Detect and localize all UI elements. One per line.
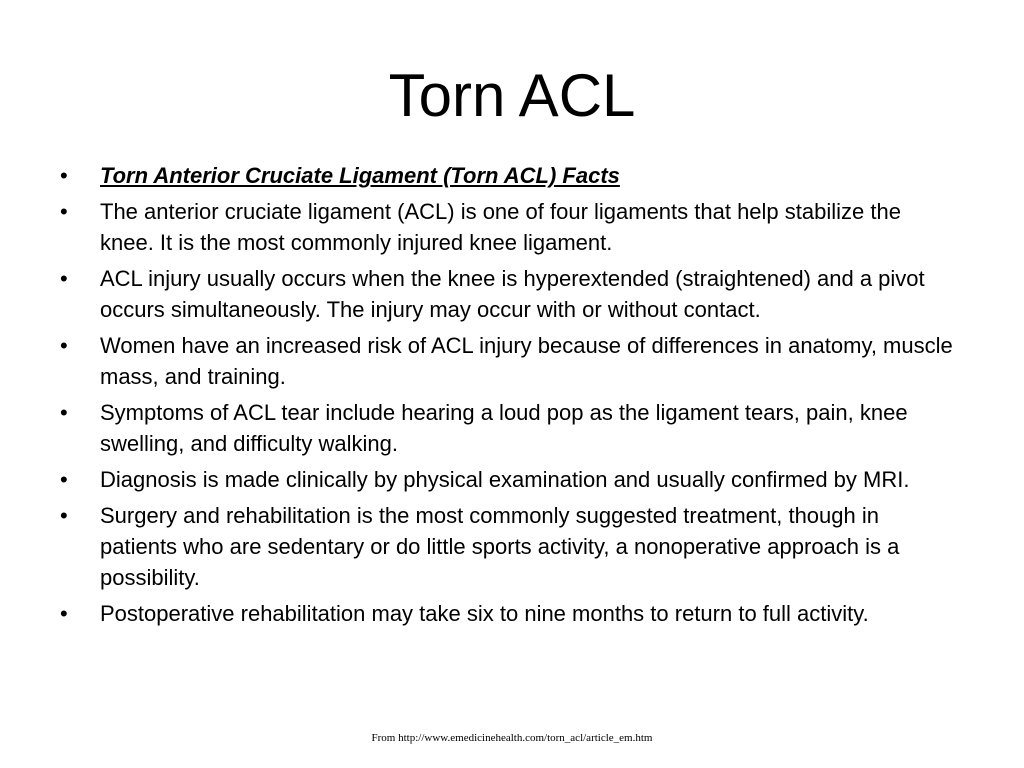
bullet-item-rehabilitation [60, 598, 960, 629]
bullet-item-diagnosis [60, 464, 960, 495]
slide-title: Torn ACL [388, 62, 636, 129]
bullet-text: Women have an increased risk of ACL injury because of differences in anatomy, muscle mass, and training. [100, 333, 953, 389]
bullet-marker: • [60, 163, 68, 188]
bullet-list [60, 160, 960, 634]
bullet-text: Symptoms of ACL tear include hearing a loud pop as the ligament tears, pain, knee swelling, and difficulty walking. [100, 400, 908, 456]
bullet-item-symptoms [60, 397, 960, 459]
bullet-text: Diagnosis is made clinically by physical examination and usually confirmed by MRI. [100, 467, 910, 492]
bullet-text: The anterior cruciate ligament (ACL) is one of four ligaments that help stabilize the knee. It is the most commonly injured knee ligament. [100, 199, 901, 255]
bullet-item-injury-cause [60, 263, 960, 325]
bullet-marker: • [60, 467, 68, 492]
bullet-marker: • [60, 333, 68, 358]
bullet-text: Postoperative rehabilitation may take six to nine months to return to full activity. [100, 601, 869, 626]
bullet-marker: • [60, 503, 68, 528]
bullet-heading-text: Torn Anterior Cruciate Ligament (Torn ACL) Facts [100, 163, 620, 188]
bullet-item-women-risk [60, 330, 960, 392]
bullet-marker: • [60, 199, 68, 224]
bullet-item-facts-heading [60, 160, 960, 191]
bullet-text: ACL injury usually occurs when the knee is hyperextended (straightened) and a pivot occurs simultaneously. The injury may occur with or without contact. [100, 266, 925, 322]
bullet-text: Surgery and rehabilitation is the most commonly suggested treatment, though in patients who are sedentary or do little sports activity, a nonoperative approach is a possibility. [100, 503, 900, 590]
bullet-item-treatment [60, 500, 960, 593]
bullet-item-acl-definition [60, 196, 960, 258]
bullet-marker: • [60, 601, 68, 626]
source-citation: From http://www.emedicinehealth.com/torn_acl/article_em.htm [371, 732, 653, 744]
bullet-marker: • [60, 266, 68, 291]
bullet-marker: • [60, 400, 68, 425]
